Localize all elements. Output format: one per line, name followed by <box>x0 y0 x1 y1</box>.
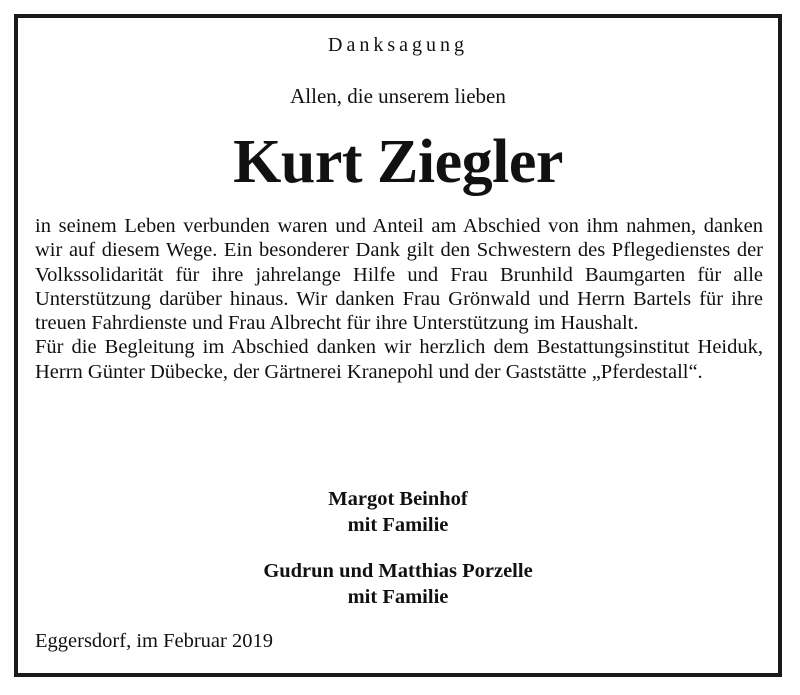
notice-heading: Danksagung <box>328 34 468 56</box>
thanks-paragraph: in seinem Leben verbunden waren und Anteil am Abschied von ihm nahmen, danken wir auf diesem Wege. Ein besonderer Dank gilt den Schwestern des Pflegedienstes der Volkssolidarität für ihre jahrelange Hilfe und Frau Brunhild Baumgarten für alle Unterstützung darüber hinaus. Wir danken Frau Grönwald und Herrn Bartels für ihre treuen Fahrdienste und Frau Albrecht für ihre Unterstützung im Haushalt. <box>35 215 763 335</box>
signatory-block <box>18 558 778 610</box>
thanks-text <box>35 214 763 384</box>
signatory-block <box>18 486 778 538</box>
place-date: Eggersdorf, im Februar 2019 <box>35 630 273 652</box>
signatory-name: Margot Beinhof <box>328 488 468 510</box>
signatory-suffix: mit Familie <box>347 514 449 536</box>
obituary-notice <box>14 14 782 677</box>
thanks-paragraph: Für die Begleitung im Abschied danken wir herzlich dem Bestattungsinstitut Heiduk, Herrn Günter Dübecke, der Gärtnerei Kranepohl und der Gaststätte „Pferdestall“. <box>35 336 763 383</box>
intro-line: Allen, die unserem lieben <box>290 84 506 108</box>
signatory-name: Gudrun und Matthias Porzelle <box>263 560 533 582</box>
signatory-suffix: mit Familie <box>347 586 449 608</box>
deceased-name: Kurt Ziegler <box>233 128 563 196</box>
